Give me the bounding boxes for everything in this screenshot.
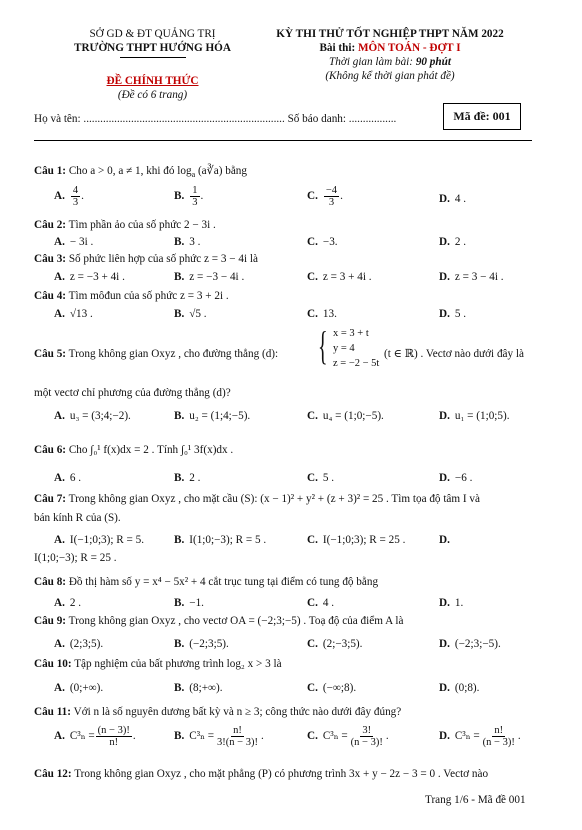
q6-option-d[interactable]: D. −6 . [439, 472, 473, 484]
q8-stem: Câu 8: Đồ thị hàm số y = x⁴ − 5x² + 4 cắt trục tung tại điểm có tung độ bằng [34, 576, 379, 588]
subject-line: Bài thi: MÔN TOÁN - ĐỢT I [319, 42, 461, 54]
q2-option-d[interactable]: D. 2 . [439, 236, 467, 248]
q7-option-b[interactable]: B. I(1;0;−3); R = 5 . [174, 534, 267, 546]
q3-option-d[interactable]: D. z = 3 − 4i . [439, 271, 504, 283]
q6-stem: Câu 6: Cho ∫₀¹ f(x)dx = 2 . Tính ∫₀¹ 3f(x)dx . [34, 444, 234, 456]
q1-option-a[interactable]: A. $\frac{4}{3}$ . [54, 185, 84, 208]
q6-option-b[interactable]: B. 2 . [174, 472, 201, 484]
q5-option-b[interactable]: B. u₂ = (1;4;−5). [174, 410, 251, 422]
q3-stem: Câu 3: Số phức liên hợp của số phức z = 3 − 4i là [34, 253, 258, 265]
q9-option-a[interactable]: A. (2;3;5). [54, 638, 104, 650]
q7-option-d[interactable]: I(1;0;−3); R = 25 . [34, 552, 117, 564]
q8-option-b[interactable]: B. −1. [174, 597, 204, 609]
q8-option-d[interactable]: D. 1. [439, 597, 464, 609]
q11-option-d[interactable]: D. C³ₙ = $\frac{n!}{(n - 3)!}$ . [439, 725, 521, 748]
q7-stem: Câu 7: Trong không gian Oxyz , cho mặt cầu (S): (x − 1)² + y² + (z + 3)² = 25 . Tìm tọa độ tâm I và [34, 493, 480, 505]
exam-code-box: Mã đề: 001 [443, 103, 521, 130]
q2-option-b[interactable]: B. 3 . [174, 236, 201, 248]
q2-option-c[interactable]: C. −3. [307, 236, 338, 248]
q9-option-c[interactable]: C. (2;−3;5). [307, 638, 363, 650]
q3-option-c[interactable]: C. z = 3 + 4i . [307, 271, 372, 283]
q4-option-d[interactable]: D. 5 . [439, 308, 467, 320]
q10-stem: Câu 10: Tập nghiệm của bất phương trình log₂ x > 3 là [34, 658, 282, 670]
time-limit: Thời gian làm bài: 90 phút [329, 56, 451, 68]
q10-option-d[interactable]: D. (0;8). [439, 682, 480, 694]
q10-option-c[interactable]: C. (−∞;8). [307, 682, 357, 694]
header-underline-left [120, 57, 186, 58]
q11-option-a[interactable]: A. C³ₙ = $\frac{(n - 3)!}{n!}$ . [54, 725, 136, 748]
subject-name: MÔN TOÁN - ĐỢT I [357, 42, 461, 54]
q10-option-b[interactable]: B. (8;+∞). [174, 682, 223, 694]
header-divider [34, 140, 532, 141]
q5-stem: Câu 5: Trong không gian Oxyz , cho đường thẳng (d): [34, 348, 279, 360]
q1-option-c[interactable]: C. $\frac{-4}{3}$ . [307, 185, 343, 208]
system-brace: { [318, 323, 328, 368]
q6-option-a[interactable]: A. 6 . [54, 472, 82, 484]
school-name: TRƯỜNG THPT HƯỚNG HÓA [74, 42, 231, 54]
q5-option-d[interactable]: D. u₁ = (1;0;5). [439, 410, 510, 422]
q1-option-d[interactable]: D. 4 . [439, 193, 467, 205]
q8-option-c[interactable]: C. 4 . [307, 597, 335, 609]
q4-stem: Câu 4: Tìm môđun của số phức z = 3 + 2i . [34, 290, 229, 302]
q5-system: x = 3 + t y = 4 z = −2 − 5t [333, 328, 380, 369]
candidate-info-line: Họ và tên: ........................................................................ Số báo danh: ................. [34, 113, 397, 125]
q7-option-c[interactable]: C. I(−1;0;3); R = 25 . [307, 534, 406, 546]
q3-option-b[interactable]: B. z = −3 − 4i . [174, 271, 245, 283]
q8-option-a[interactable]: A. 2 . [54, 597, 82, 609]
page-count: (Đề có 6 trang) [117, 89, 188, 101]
q9-option-b[interactable]: B. (−2;3;5). [174, 638, 229, 650]
q11-option-c[interactable]: C. C³ₙ = $\frac{3!}{(n - 3)!}$ . [307, 725, 389, 748]
page-footer: Trang 1/6 - Mã đề 001 [425, 794, 526, 806]
q1-stem: Câu 1: Cho a > 0, a ≠ 1, khi đó $\log_a$ (a∛a) bằng [34, 165, 247, 180]
q5-option-c[interactable]: C. u₄ = (1;0;−5). [307, 410, 384, 422]
department-name: SỞ GD & ĐT QUẢNG TRỊ [89, 28, 216, 40]
q9-option-d[interactable]: D. (−2;3;−5). [439, 638, 501, 650]
q7-option-d-key[interactable]: D. [439, 534, 450, 546]
official-label: ĐỀ CHÍNH THỨC [106, 75, 199, 87]
q9-stem: Câu 9: Trong không gian Oxyz , cho vectơ OA = (−2;3;−5) . Toạ độ của điểm A là [34, 615, 404, 627]
q11-option-b[interactable]: B. C³ₙ = $\frac{n!}{3!(n - 3)!}$ . [174, 725, 264, 748]
exam-title: KỲ THI THỬ TỐT NGHIỆP THPT NĂM 2022 [276, 28, 504, 40]
q5-stem-line2: một vectơ chỉ phương của đường thẳng (d)? [34, 387, 231, 399]
q7-option-a[interactable]: A. I(−1;0;3); R = 5. [54, 534, 145, 546]
q5-stem-cont: (t ∈ ℝ) . Vectơ nào dưới đây là [384, 348, 524, 360]
q4-option-c[interactable]: C. 13. [307, 308, 337, 320]
q5-option-a[interactable]: A. u₃ = (3;4;−2). [54, 410, 131, 422]
q1-option-b[interactable]: B. $\frac{1}{3}$ . [174, 185, 204, 208]
q3-option-a[interactable]: A. z = −3 + 4i . [54, 271, 125, 283]
q12-stem: Câu 12: Trong không gian Oxyz , cho mặt phẳng (P) có phương trình 3x + y − 2z − 3 = 0 . Vectơ nào [34, 768, 489, 780]
q7-stem-line2: bán kính R của (S). [34, 512, 121, 524]
time-note: (Không kể thời gian phát đề) [325, 70, 455, 82]
q4-option-a[interactable]: A. √13 . [54, 308, 93, 320]
q4-option-b[interactable]: B. √5 . [174, 308, 207, 320]
q10-option-a[interactable]: A. (0;+∞). [54, 682, 104, 694]
q6-option-c[interactable]: C. 5 . [307, 472, 335, 484]
q2-option-a[interactable]: A. − 3i . [54, 236, 94, 248]
q11-stem: Câu 11: Với n là số nguyên dương bất kỳ và n ≥ 3; công thức nào dưới đây đúng? [34, 706, 402, 718]
q2-stem: Câu 2: Tìm phần ảo của số phức 2 − 3i . [34, 219, 216, 231]
